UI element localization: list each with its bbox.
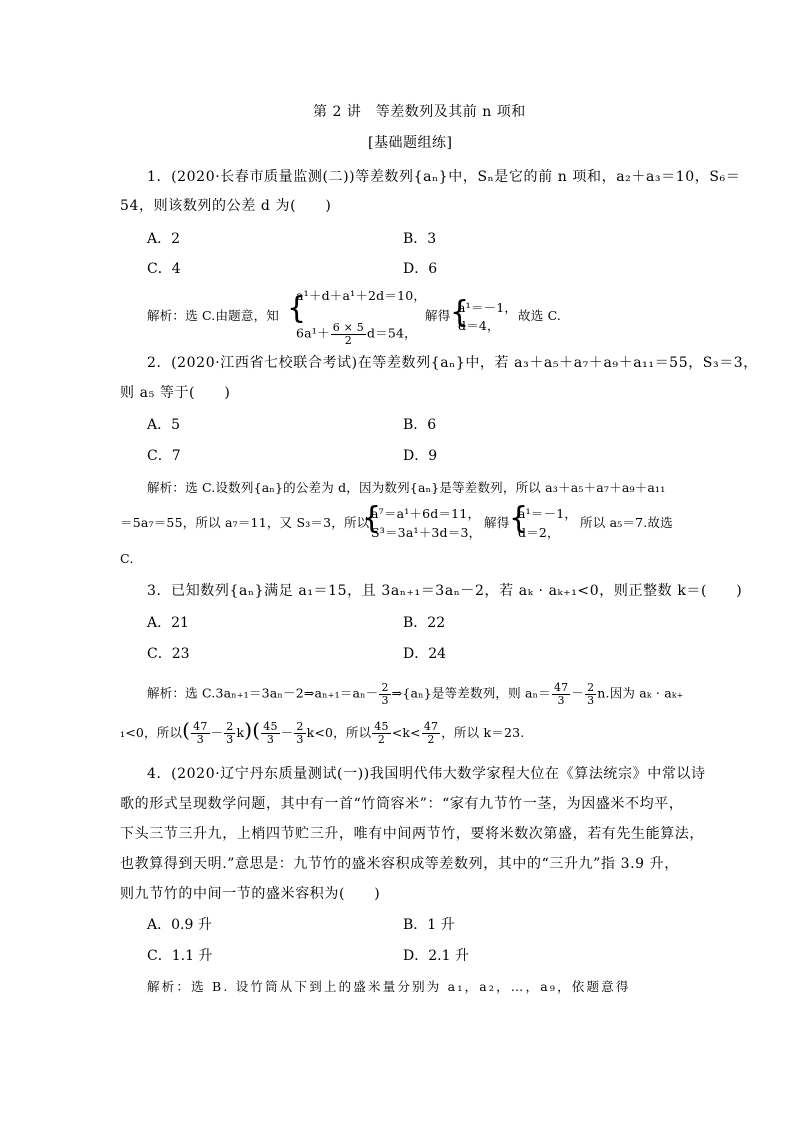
q1-system-eq1: a¹＋d＋a¹＋2d＝10，	[296, 288, 427, 303]
q3-solution-line2: ₁<0，所以( $\frac{47}{3}$ － $\frac{2}{3}$ k)( $\frac{45}{3}$ － $\frac{2}{3}$ k<0，所以 $\frac{45}{2}$ <k< $\frac{47}{2}$ ，所以 k＝23.	[120, 718, 525, 746]
q1-solution-end: 故选 C.	[518, 308, 562, 323]
q2-option-c: C．7	[147, 448, 181, 464]
q4-option-c: C．1.1 升	[147, 948, 213, 964]
section-subtitle: [基础题组练]	[368, 135, 453, 151]
q2-option-a: A．5	[147, 417, 181, 433]
q4-line1: 4．(2020·辽宁丹东质量测试(一))我国明代伟大数学家程大位在《算法统宗》中常以诗	[147, 766, 706, 782]
q4-line3: 下头三节三升九，上梢四节贮三升，唯有中间两节竹，要将米数次第盛，若有先生能算法，	[120, 826, 704, 842]
q2-result-brace: {	[509, 501, 529, 536]
q1-system-eq2: 6a¹＋ $\frac{6 \times 5}{2}$ d＝54，	[296, 321, 417, 347]
q2-solution-line2c: 所以 a₅＝7.故选	[580, 515, 673, 530]
q2-solution-mid: 解得	[484, 515, 510, 530]
q1-result-eq2: d＝4，	[458, 318, 500, 333]
q1-option-c: C．4	[147, 261, 181, 277]
q2-result-eq1: a¹＝－1，	[518, 506, 578, 521]
q3-option-c: C．23	[147, 646, 190, 662]
q3-option-a: A．21	[147, 615, 189, 631]
q2-system-eq2: S³＝3a¹＋3d＝3，	[371, 525, 482, 540]
q3-option-b: B．22	[403, 615, 446, 631]
q4-line4: 也教算得到天明.”意思是：九节竹的盛米容积成等差数列，其中的“三升九”指 3.9 升，	[120, 856, 679, 872]
q2-solution-line3: C.	[120, 551, 134, 566]
q3-option-d: D．24	[403, 646, 447, 662]
q4-option-b: B．1 升	[403, 917, 455, 933]
q4-line2: 歌的形式呈现数学问题，其中有一首“竹筒容米”：“家有九节竹一茎，为因盛米不均平，	[120, 796, 684, 812]
q2-system-brace: {	[362, 501, 382, 536]
q1-result-brace: {	[450, 295, 470, 330]
q4-option-d: D．2.1 升	[403, 948, 469, 964]
q1-solution-mid: 解得	[425, 308, 451, 323]
q3-solution-line1: 解析：选 C.3aₙ₊₁＝3aₙ－2⇒aₙ₊₁＝aₙ－ $\frac{2}{3}$ ⇒{aₙ}是等差数列，则 aₙ＝ $\frac{47}{3}$ － $\frac{2}{3}$ n.因为 aₖ · aₖ₊	[147, 681, 684, 707]
q1-fraction: $\frac{6 \times 5}{2}$	[332, 321, 364, 347]
q1-solution-prefix: 解析：选 C.由题意，知	[147, 308, 279, 323]
q2-line2: 则 a₅ 等于( )	[120, 385, 231, 401]
q1-line2: 54，则该数列的公差 d 为( )	[120, 198, 332, 214]
q1-option-b: B．3	[403, 231, 437, 247]
q4-option-a: A．0.9 升	[147, 917, 212, 933]
q1-result-eq1: a¹＝－1，	[458, 300, 518, 315]
q2-line1: 2．(2020·江西省七校联合考试)在等差数列{aₙ}中，若 a₃＋a₅＋a₇＋a₉＋a₁₁＝55，S₃＝3，	[147, 355, 758, 371]
q2-solution-line1: 解析：选 C.设数列{aₙ}的公差为 d，因为数列{aₙ}是等差数列，所以 a₃＋a₅＋a₇＋a₉＋a₁₁	[147, 480, 666, 495]
q1-option-d: D．6	[403, 261, 438, 277]
q4-solution-line1: 解析：选 B. 设竹筒从下到上的盛米量分别为 a₁，a₂，…，a₉，依题意得	[147, 979, 631, 994]
q2-result-eq2: d＝2，	[518, 525, 560, 540]
q1-system-brace: {	[287, 291, 307, 326]
q2-option-b: B．6	[403, 417, 437, 433]
q2-solution-line2a: ＝5a₇＝55，所以 a₇＝11，又 S₃＝3，所以	[120, 515, 370, 530]
q1-line1: 1．(2020·长春市质量监测(二))等差数列{aₙ}中，Sₙ是它的前 n 项和，a₂＋a₃＝10，S₆＝	[147, 169, 741, 185]
q2-option-d: D．9	[403, 448, 438, 464]
page-title: 第 2 讲 等差数列及其前 n 项和	[313, 104, 526, 120]
q4-line5: 则九节竹的中间一节的盛米容积为( )	[120, 886, 381, 902]
q3-line1: 3．已知数列{aₙ}满足 a₁＝15，且 3aₙ₊₁＝3aₙ－2，若 aₖ · aₖ₊₁<0，则正整数 k＝( )	[147, 583, 743, 599]
q2-system-eq1: a⁷＝a¹＋6d＝11，	[371, 506, 481, 521]
q1-option-a: A．2	[147, 231, 181, 247]
